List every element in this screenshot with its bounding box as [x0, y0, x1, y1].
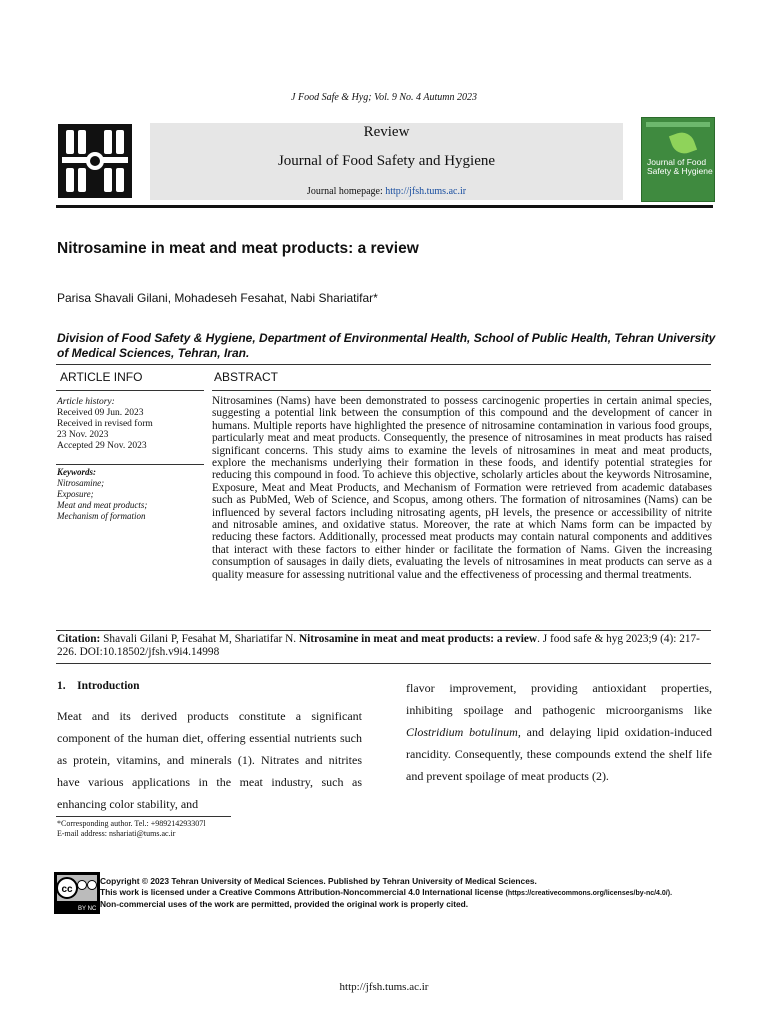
homepage-label: Journal homepage: [306, 186, 383, 197]
intro-left-column: Meat and its derived products constitute a significant component of the human diet, offering essential nutrients such as protein, vitamins, and minerals (1). Nitrates and nitrites have various applications in the meat industry, such as enhancing color stability, and [57, 709, 362, 811]
svg-text:cc: cc [61, 884, 73, 895]
article-authors: Parisa Shavali Gilani, Mohadeseh Fesahat, Nabi Shariatifar* [57, 291, 378, 305]
introduction-heading: 1. Introduction [57, 680, 140, 692]
citation [57, 633, 712, 659]
history-line: Received in revised form [57, 419, 153, 429]
history-line: Accepted 29 Nov. 2023 [57, 441, 147, 451]
footer-url[interactable]: http://jfsh.tums.ac.ir [339, 981, 429, 993]
license-link[interactable]: (https://creativecommons.org/licenses/by-nc/4.0/). [505, 890, 673, 897]
corresponding-author: *Corresponding author. Tel.: +989214293307l [57, 819, 206, 828]
cover-top-bar [646, 122, 710, 127]
article-affiliation: Division of Food Safety & Hygiene, Department of Environmental Health, School of Public Health, Tehran University of Medical Sciences, Tehran, Iran. [57, 331, 716, 360]
footnote-divider [56, 816, 231, 817]
abstract-heading: ABSTRACT [214, 370, 279, 384]
history-line: Received 09 Jun. 2023 [57, 408, 144, 418]
running-head: J Food Safe & Hyg; Vol. 9 No. 4 Autumn 2023 [291, 92, 477, 103]
intro-right-text-end: and delaying lipid oxidation-induced rancidity. Consequently, these compounds extend the shelf life and prevent spoilage of meat products (2). [406, 725, 712, 783]
homepage-link[interactable]: http://jfsh.tums.ac.ir [385, 186, 467, 197]
article-info-heading: ARTICLE INFO [60, 370, 143, 384]
leaf-icon [669, 129, 697, 157]
citation-details: . J food safe & hyg 2023;9 (4): 217-226. DOI:10.18502/jfsh.v9i4.14998 [57, 633, 700, 658]
keyword: Mechanism of formation [57, 511, 146, 521]
citation-authors: Shavali Gilani P, Fesahat M, Shariatifar N. [103, 633, 297, 645]
keyword: Exposure; [57, 489, 94, 499]
journal-homepage [150, 186, 623, 197]
history-label: Article history: [57, 397, 115, 407]
usage-line: Non-commercial uses of the work are permitted, provided the original work is properly cited. [100, 899, 469, 909]
header-divider [56, 205, 713, 208]
license-notice [100, 876, 720, 910]
journal-name: Journal of Food Safety and Hygiene [277, 153, 496, 169]
abstract-heading-divider [212, 390, 711, 391]
svg-text:BY: BY [77, 906, 87, 912]
citation-label: Citation: [57, 633, 101, 645]
history-line: 23 Nov. 2023 [57, 430, 109, 440]
info-heading-divider [56, 390, 204, 391]
university-logo-icon [58, 124, 132, 198]
citation-top-divider [56, 630, 711, 631]
keywords-block [57, 467, 207, 522]
intro-right-text: flavor improvement, providing antioxidant properties, inhibiting spoilage and pathogenic microorganisms like [406, 681, 712, 717]
citation-title: Nitrosamine in meat and meat products: a review [298, 633, 538, 645]
journal-cover-image [641, 117, 715, 202]
author-email: E-mail address: nshariati@tums.ac.ir [57, 828, 176, 838]
intro-right-column [406, 677, 712, 787]
intro-right-species: Clostridium botulinum, [406, 725, 521, 739]
article-type: Review [363, 124, 410, 140]
cc-by-nc-license-icon [54, 872, 100, 914]
keywords-divider [56, 464, 204, 465]
abstract-text: Nitrosamines (Nams) have been demonstrated to possess carcinogenic properties in certain animal species, suggesting a potential link between the consumption of this compound and the development of cancer in humans. Multiple reports have highlighted the presence of nitrosamine contamination in various food groups, particularly meat and meat products. Consequently, the presence of nitrosamines in meat products has raised significant concerns. This study aims to examine the levels of nitrosamines in meat and meat products, explore the mechanisms underlying their formation in these foods, and identify potential strategies for reducing this compound in food. To achieve this objective, scholarly articles about the keywords Nitrosamine, Exposure, Meat and Meat Products, and Mechanism of Formation were retrieved from academic databases such as PubMed, Web of Science, and Scopus, among others. The formation of nitrosamines (Nams) can be influenced by several factors including nitrosating agents, pH levels, the presence or accessibility of nitrite and nitrosable amines, and oxidative status. Moreover, the rate at which Nams form can be impacted by reducing these factors. Additionally, processed meat products may contain natural components and additives that interact with these factors to either hinder or facilitate the formation of Nams. Given the increasing consumption of sausages in daily diets, evaluating the levels of nitrosamines in meat products can serve as a quality measure for assessing nutritional value and the effectiveness of processing and thermal treatments. [212, 395, 712, 581]
cover-title: Journal of Food Safety & Hygiene [647, 157, 713, 176]
info-top-divider [56, 364, 711, 365]
copyright-line: Copyright © 2023 Tehran University of Medical Sciences. Published by Tehran University of Medical Sciences. [100, 876, 537, 886]
license-line [100, 887, 720, 899]
keyword: Meat and meat products; [57, 500, 148, 510]
article-history [57, 397, 207, 452]
citation-bottom-divider [56, 663, 711, 664]
license-text: This work is licensed under a Creative Commons Attribution-Noncommercial 4.0 International license [100, 887, 506, 897]
article-title: Nitrosamine in meat and meat products: a review [57, 240, 419, 257]
svg-text:NC: NC [87, 906, 97, 912]
footnote [57, 819, 205, 838]
keyword: Nitrosamine; [57, 478, 105, 488]
keywords-label: Keywords: [57, 467, 96, 477]
